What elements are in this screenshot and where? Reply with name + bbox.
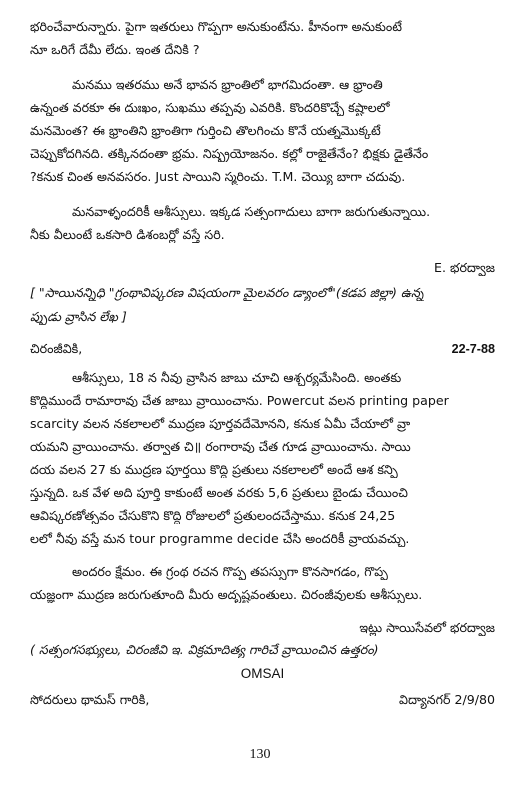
text-line: ఉన్నంత వరకూ ఈ దుఃఖం, సుఖము తప్పవు ఎవరికి. కొందరికొచ్చే కష్టాలలో	[30, 100, 390, 115]
text-line: చెప్పుకోదగినది. తక్కినదంతా భ్రమ. నిష్ప్రయోజనం. కల్లో రాజైతేనేం? భిక్షకు డైతేనేం	[30, 146, 429, 161]
signature-bharadwaja: E. భరద్వాజ	[434, 260, 495, 275]
text-line: దయ వలన 27 కు ముద్రణ పూర్తయి కొద్ది ప్రతులు నకలాలలో అందే ఆశ కన్పి	[30, 462, 398, 477]
text-line: యజ్ఞంగా ముద్రణ జరుగుతూంది మీరు అదృష్టవంతులు. చిరంజీవులకు ఆశీస్సులు.	[30, 587, 423, 602]
text-line: నూ ఒరిగే దేమీ లేదు. ఇంత దేనికి ?	[30, 42, 200, 57]
text-line: మనమెంత? ఈ భ్రాంతిని భ్రాంతిగా గుర్తించి తొలగించు కొనే యత్నమొక్కటే	[30, 123, 381, 138]
text-line: స్తున్నది. ఒక వేళ అది పూర్తి కాకుంటే అంత వరకు 5,6 ప్రతులు బైండు చేయించి	[30, 485, 408, 500]
text-line: యమని వ్రాయించాను. తర్వాత చి॥ రంగారావు చేత గూడ వ్రాయించాను. సాయి	[30, 439, 411, 454]
letter-date: 22-7-88	[451, 342, 495, 356]
text-line: అందరం క్షేమం. ఈ గ్రంథ రచన గొప్ప తపస్సుగా కొనసాగడం, గొప్ప	[72, 564, 388, 579]
letter-context-heading: ప్పుడు వ్రాసిన లేఖ ]	[30, 309, 127, 324]
text-line: లలో నీవు వస్తే మన tour programme decide చేసి అందరికీ వ్రాయవచ్చు.	[30, 531, 410, 546]
letter-context-heading: [ "సాయినన్నిధి "గ్రంథావిష్కరణ విషయంగా మైలవరం డ్యాంలో"(కడప జిల్లా) ఉన్న	[30, 285, 424, 300]
text-line: ఆవిష్కరణోత్సవం చేసుకొని కొద్ది రోజులలో ప్రతులందచేస్తాము. కనుక 24,25	[30, 508, 396, 523]
text-line: ఆశీస్సులు, 18 న నీవు వ్రాసిన జాబు చూచి ఆశ్చర్యమేసింది. అంతకు	[72, 370, 402, 385]
text-line: మనము ఇతరము అనే భావన భ్రాంతిలో భాగమిదంతా. ఆ భ్రాంతి	[72, 77, 383, 92]
text-line: నీకు వీలుంటే ఒకసారి డిశంబర్లో వస్తే సరి.	[30, 227, 225, 242]
text-line: భరించేవారున్నారు. పైగా ఇతరులు గొప్పగా అనుకుంటేను. హీనంగా అనుకుంటే	[30, 19, 402, 34]
salutation: సోదరులు థామస్ గారికి,	[30, 692, 150, 707]
page-number: 130	[249, 747, 271, 762]
omsai-heading: OMSAI	[240, 666, 285, 681]
letter-place-date: విద్యానగర్ 2/9/80	[398, 692, 495, 707]
text-line: ?కనుక చింత అనవసరం. Just సాయిని స్మరించు. T.M. చెయ్యి బాగా చదువు.	[30, 169, 406, 184]
text-line: మనవాళ్ళందరికీ ఆశీస్సులు. ఇక్కడ సత్సంగాదులు బాగా జరుగుతున్నాయి.	[72, 204, 431, 219]
text-line: scarcity వలన నకలాలలో ముద్రణ పూర్తవదేమోనని, కనుక ఏమీ చేయాలో వ్రా	[30, 416, 411, 431]
salutation: చిరంజీవికి,	[30, 341, 83, 356]
letter-context-heading: ( సత్సంగసభ్యులు, చిరంజీవి ఇ. విక్రమాదిత్య గారిచే వ్రాయించిన ఉత్తరం)	[30, 642, 379, 657]
text-line: కొద్దిముందే రామారావు చేత జాబు వ్రాయించాను. Powercut వలన printing paper	[30, 393, 449, 408]
signature-sai-seva: ఇట్లు సాయిసేవలో భరద్వాజ	[359, 620, 495, 635]
